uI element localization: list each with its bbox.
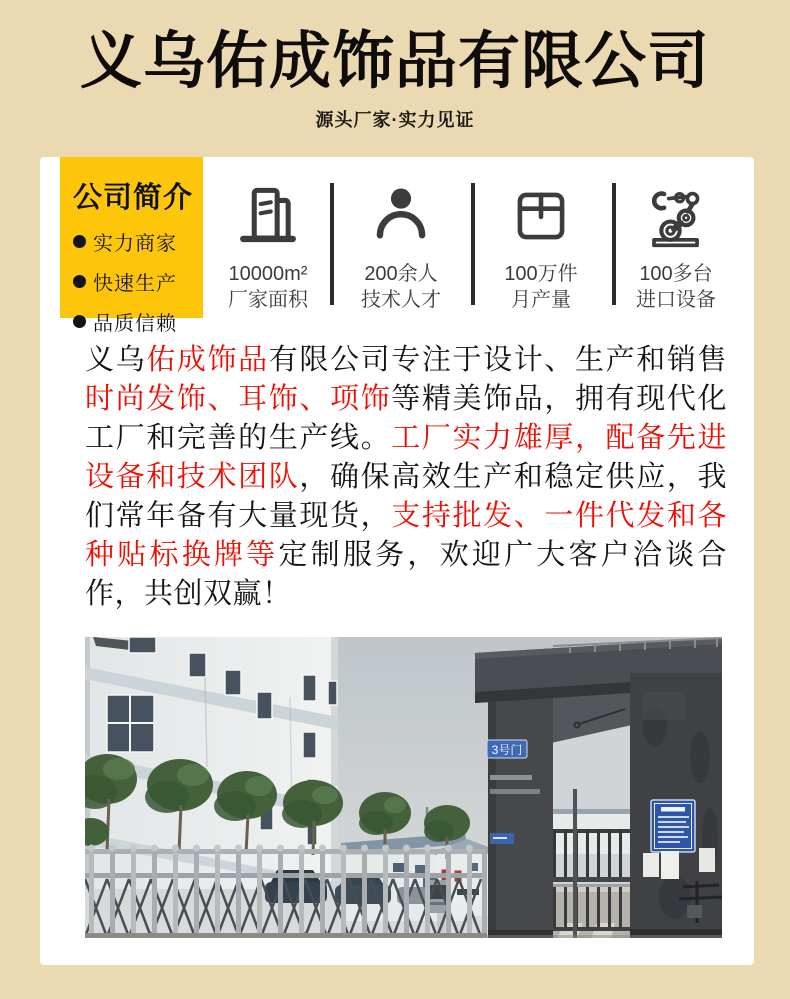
intro-segment: 有限公司专注于设计、生产和销售 — [268, 344, 727, 376]
company-title: 义乌佑成饰品有限公司 — [79, 27, 710, 96]
profile-bullet — [73, 227, 203, 256]
intro-segment: 等精美饰品，拥有现代化工厂和完善的生产线。 — [85, 383, 727, 454]
photo-bottom-shadow — [85, 935, 722, 938]
stat-value: 200余人 — [364, 263, 438, 285]
company-subtitle: 源头厂家·实力见证 — [315, 110, 475, 131]
stat-divider — [330, 183, 334, 305]
header — [0, 0, 790, 132]
profile-bullet-label: 品质信赖 — [93, 313, 177, 335]
stat-label: 技术人才 — [361, 289, 441, 311]
bullet-dot-icon — [73, 275, 86, 288]
package-box-icon — [508, 183, 574, 249]
stat-label: 厂家面积 — [228, 289, 308, 311]
company-profile-panel — [60, 157, 203, 335]
gate-opening — [549, 681, 634, 938]
factory-exterior-photo — [85, 637, 722, 938]
intro-segment: 义乌 — [85, 344, 147, 376]
intro-segment: ，确保高效生产和稳定供应，我们常年备有大量现货， — [85, 461, 727, 532]
stat-value: 100万件 — [504, 263, 578, 285]
intro-highlight: 佑成饰品 — [146, 344, 269, 376]
profile-bullet-label: 实力商家 — [93, 233, 177, 255]
robot-arm-icon — [643, 183, 709, 249]
profile-bullet — [73, 307, 203, 336]
person-icon — [368, 183, 434, 249]
gate-number-sign — [487, 740, 527, 758]
bullet-dot-icon — [73, 235, 86, 248]
profile-title: 公司简介 — [73, 182, 194, 214]
stat-divider — [471, 183, 475, 305]
stat-imported-equipment — [614, 179, 738, 319]
stat-value: 100多台 — [639, 263, 713, 285]
bullet-dot-icon — [73, 315, 86, 328]
visitor-notice-sign — [651, 800, 695, 852]
stat-technical-staff — [339, 179, 463, 319]
stat-value: 10000m² — [228, 263, 308, 285]
company-intro-paragraph — [85, 341, 727, 614]
factory-photo-illustration — [85, 637, 722, 938]
factory-building-icon — [235, 183, 301, 249]
stat-label: 月产量 — [511, 289, 571, 311]
gate-sign-text: 3号门 — [491, 743, 523, 757]
stat-factory-area — [206, 179, 330, 319]
intro-highlight: 时尚发饰、耳饰、项饰 — [85, 383, 392, 415]
profile-bullet — [73, 267, 203, 296]
profile-bullet-label: 快速生产 — [93, 273, 177, 295]
intro-highlight: 支持批发、一件代发和各种贴标换牌等 — [85, 500, 727, 571]
intro-segment: 定制服务，欢迎广大客户洽谈合作，共创双赢！ — [85, 539, 727, 610]
stat-monthly-output — [479, 179, 603, 319]
stat-label: 进口设备 — [636, 289, 716, 311]
content-card — [40, 157, 754, 965]
intro-highlight: 工厂实力雄厚，配备先进设备和技术团队 — [85, 422, 727, 493]
